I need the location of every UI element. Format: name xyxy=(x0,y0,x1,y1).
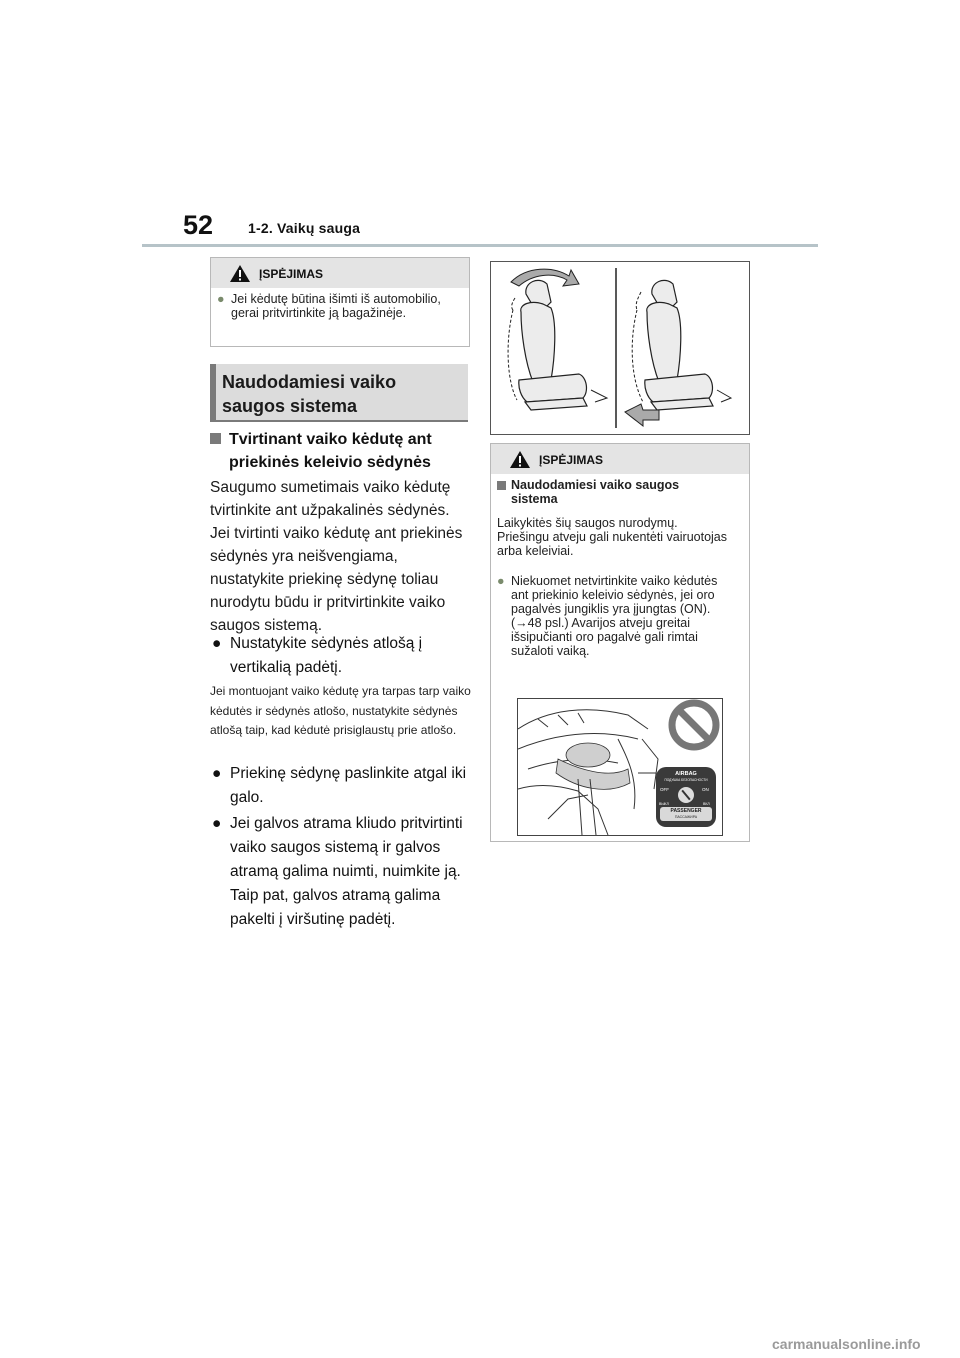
bullet-text: Nustatykite sėdynės atlošą į vertikalią padėtį. xyxy=(230,635,423,676)
warning-item: Niekuomet netvirtinkite vaiko kėdutės ant priekinio keleivio sėdynės, jei oro pagalvės jungiklis yra įjungtas (ON). (→48 psl.) Avarijos atveju greitai išsipučianti oro pagalvė gali rimtai sužaloti vaiką. xyxy=(511,574,718,658)
square-bullet-icon xyxy=(497,481,506,490)
section-title: 1-2. Vaikų sauga xyxy=(248,220,361,236)
airbag-on-ru-label: ВКЛ xyxy=(703,802,710,806)
heading-bar xyxy=(210,364,216,420)
warning-title: ĮSPĖJIMAS xyxy=(259,267,324,281)
bullet-dot: ● xyxy=(217,292,225,306)
section-heading xyxy=(210,364,468,420)
passenger-label: PASSENGER xyxy=(670,808,702,814)
bullet1-note: Jei montuojant vaiko kėdutę yra tarpas tarp vaiko kėdutės ir sėdynės atlošo, nustatykite sėdynės atlošą taip, kad kėdutė prisiglaustų prie atlošo. xyxy=(210,684,471,737)
intro-paragraph: Saugumo sumetimais vaiko kėdutę tvirtinkite ant užpakalinės sėdynės. Jei tvirtinti vaiko kėdutę ant priekinės sėdynės yra neišvengiama, nustatykite priekinę sėdynę toliau nurodytu būdu ir pritvirtinkite vaiko saugos sistemą. xyxy=(210,479,463,634)
airbag-on-label: ON xyxy=(702,787,709,792)
warning-icon xyxy=(509,450,531,469)
airbag-illustration xyxy=(517,698,723,836)
seat-adjustment-image xyxy=(491,262,749,434)
bullet-dot: ● xyxy=(497,574,505,588)
bullet-item-2 xyxy=(212,762,472,810)
airbag-title: AIRBAG xyxy=(675,771,697,777)
bullet-item-3 xyxy=(212,812,472,940)
square-bullet-icon xyxy=(210,433,221,444)
warning-box-right xyxy=(490,443,750,842)
warning-item: Jei kėdutę būtina išimti iš automobilio, gerai pritvirtinkite ją bagažinėje. xyxy=(231,292,441,320)
bullet-item-1 xyxy=(212,632,472,680)
section-heading-rule xyxy=(210,420,468,422)
airbag-subtitle: ПОДУШКА БЕЗОПАСНОСТИ xyxy=(664,778,708,782)
airbag-key-switch-icon xyxy=(678,787,694,803)
airbag-off-ru-label: ВЫКЛ xyxy=(659,802,669,806)
warning-box-top xyxy=(210,257,470,347)
warning-paragraph: Laikykitės šių saugos nurodymų. Priešingu atveju gali nukentėti vairuotojas arba keleiviai. xyxy=(497,516,727,558)
warning-icon xyxy=(229,264,251,283)
passenger-plate xyxy=(660,807,712,821)
warning-header xyxy=(211,258,469,288)
subheading-text: Tvirtinant vaiko kėdutę ant priekinės keleivio sėdynės xyxy=(229,431,432,471)
warning-subheading: Naudodamiesi vaiko saugos sistema xyxy=(511,478,680,506)
passenger-ru-label: ПАССАЖИРА xyxy=(674,815,698,819)
bullet-text: Priekinę sėdynę paslinkite atgal iki galo. xyxy=(230,765,467,806)
section-heading-text: Naudodamiesi vaiko saugos sistema xyxy=(222,372,397,416)
airbag-switch-panel xyxy=(656,767,716,827)
seat-illustration xyxy=(490,261,750,435)
warning-title: ĮSPĖJIMAS xyxy=(539,453,604,467)
warning-header xyxy=(491,444,749,474)
watermark: carmanualsonline.info xyxy=(772,1336,921,1352)
header-rule xyxy=(142,244,818,247)
bullet-dot-icon: ● xyxy=(212,635,222,652)
airbag-off-label: OFF xyxy=(660,787,669,792)
bullet-text: Jei galvos atrama kliudo pritvirtinti vaiko saugos sistemą ir galvos atramą galima nuimti, nuimkite ją. Taip pat, galvos atramą galima pakelti į viršutinę padėtį. xyxy=(230,815,463,928)
bullet-dot-icon: ● xyxy=(212,815,222,832)
bullet-dot-icon: ● xyxy=(212,765,222,782)
page-number: 52 xyxy=(183,210,214,240)
